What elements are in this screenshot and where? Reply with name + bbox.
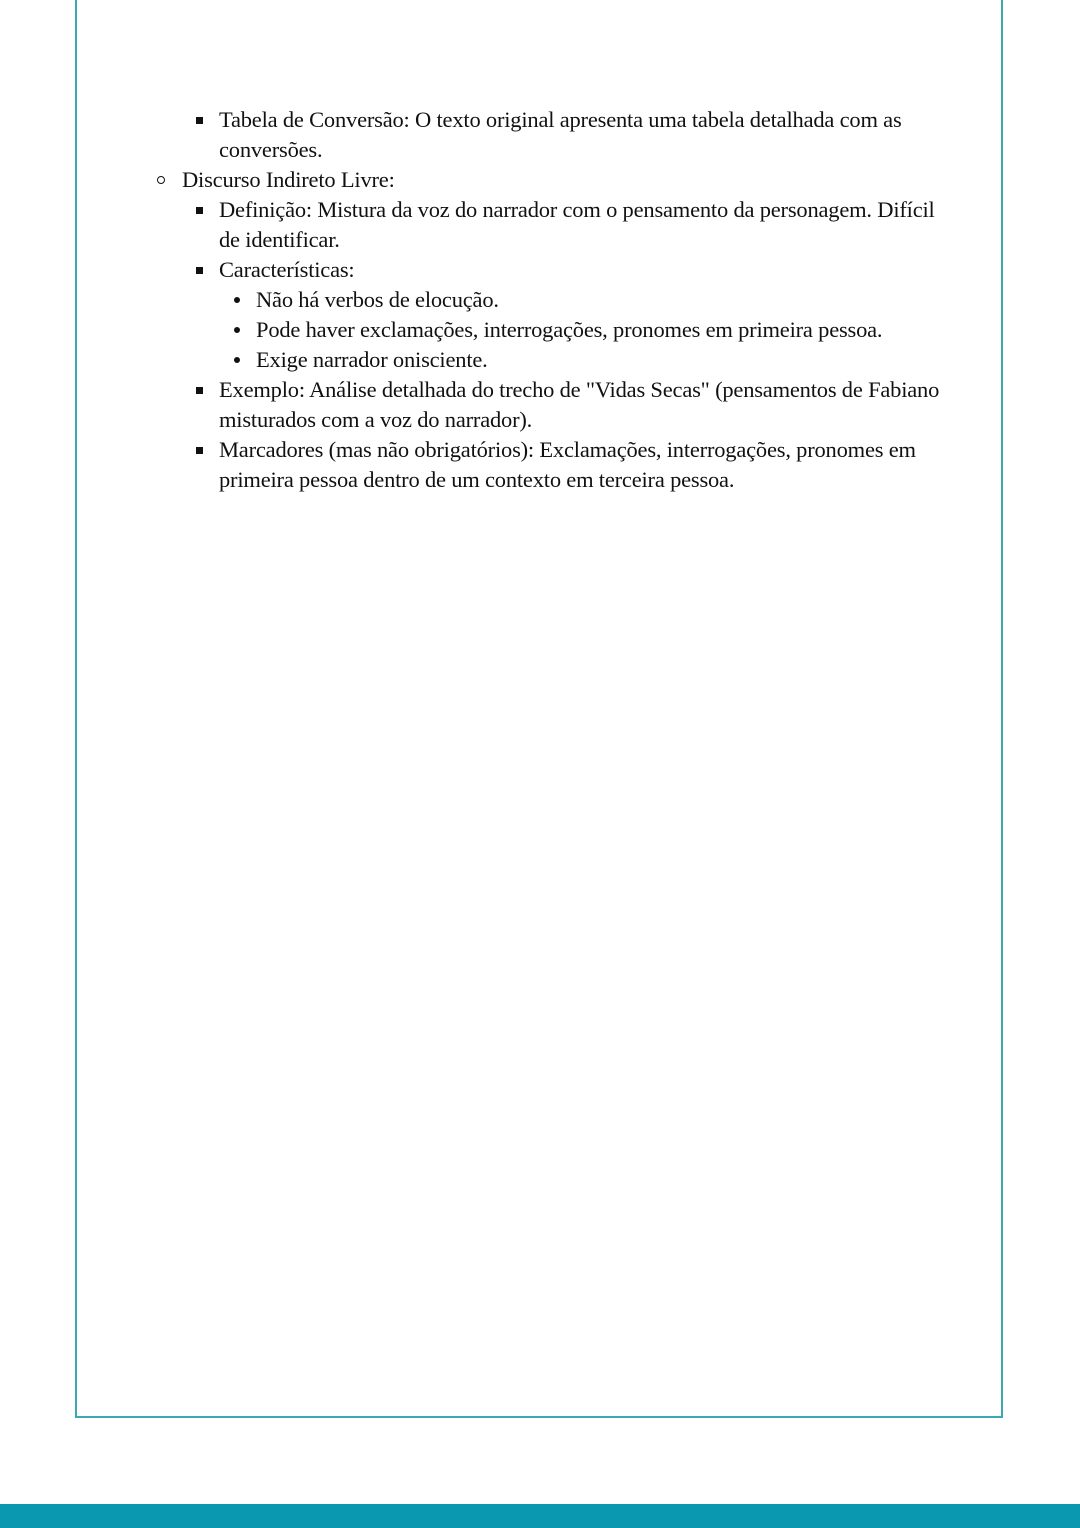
square-bullet-icon — [196, 267, 203, 274]
list-item-discurso-indireto-livre: Discurso Indireto Livre: — [182, 165, 395, 195]
list-item-tabela-conversao: Tabela de Conversão: O texto original apresenta uma tabela detalhada com as conversões. — [219, 105, 902, 165]
list-item-exclamacoes: Pode haver exclamações, interrogações, pronomes em primeira pessoa. — [256, 315, 882, 345]
list-item-verbos-elocucao: Não há verbos de elocução. — [256, 285, 499, 315]
square-bullet-icon — [196, 387, 203, 394]
square-bullet-icon — [196, 207, 203, 214]
list-item-narrador-onisciente: Exige narrador onisciente. — [256, 345, 488, 375]
list-item-caracteristicas: Características: — [219, 255, 354, 285]
footer-bar — [0, 1504, 1080, 1528]
circle-bullet-icon — [157, 176, 165, 184]
disc-bullet-icon — [234, 327, 240, 333]
disc-bullet-icon — [234, 297, 240, 303]
disc-bullet-icon — [234, 357, 240, 363]
square-bullet-icon — [196, 117, 203, 124]
list-item-marcadores: Marcadores (mas não obrigatórios): Exclamações, interrogações, pronomes em primeira pessoa dentro de um contexto em terceira pessoa. — [219, 435, 916, 495]
square-bullet-icon — [196, 447, 203, 454]
list-item-exemplo: Exemplo: Análise detalhada do trecho de "Vidas Secas" (pensamentos de Fabiano misturados com a voz do narrador). — [219, 375, 939, 435]
list-item-definicao: Definição: Mistura da voz do narrador com o pensamento da personagem. Difícil de identificar. — [219, 195, 935, 255]
